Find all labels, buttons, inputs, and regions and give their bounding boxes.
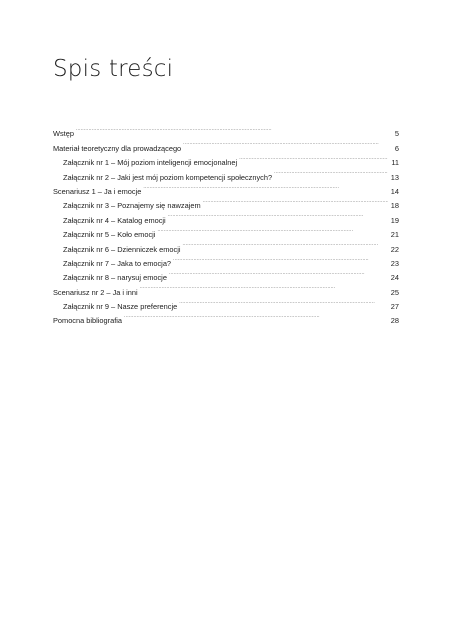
toc-leader-dots (169, 266, 388, 280)
toc-entry-label: Wstęp (53, 129, 74, 139)
toc-page-number: 11 (391, 158, 399, 168)
toc-leader-dots (179, 295, 388, 309)
toc-leader-dots (203, 194, 388, 208)
toc-leader-dots (76, 122, 390, 136)
toc-entry[interactable] (53, 136, 399, 153)
toc-page-number: 21 (390, 230, 399, 240)
toc-leader-dots (168, 208, 388, 222)
toc-page-number: 5 (394, 129, 399, 139)
table-of-contents (53, 122, 399, 326)
toc-leader-dots (274, 165, 388, 179)
toc-leader-dots (140, 280, 388, 294)
toc-page-number: 13 (390, 172, 399, 182)
toc-page-number: 24 (390, 273, 399, 283)
toc-page-number: 25 (390, 287, 399, 297)
toc-entry-label: Załącznik nr 7 – Jaka to emocja? (63, 258, 172, 268)
toc-entry-label: Scenariusz 1 – Ja i emocje (53, 186, 142, 196)
toc-entry[interactable] (53, 122, 399, 139)
toc-page-number: 22 (390, 244, 399, 254)
page-title: Spis treści (53, 56, 174, 82)
toc-leader-dots (183, 136, 390, 150)
toc-page-number: 19 (390, 215, 399, 225)
toc-entry-label: Pomocna bibliografia (53, 316, 123, 326)
toc-leader-dots (182, 237, 387, 251)
toc-leader-dots (124, 309, 388, 323)
toc-page-number: 14 (390, 186, 399, 196)
toc-entry-label: Załącznik nr 5 – Koło emocji (63, 230, 156, 240)
toc-page-number: 27 (390, 302, 399, 312)
toc-entry-label: Materiał teoretyczny dla prowadzącego (53, 143, 182, 153)
toc-entry-label: Załącznik nr 2 – Jaki jest mój poziom kompetencji społecznych? (63, 172, 273, 182)
toc-leader-dots (173, 252, 388, 266)
toc-page-number: 18 (390, 201, 399, 211)
toc-entry-label: Załącznik nr 3 – Poznajemy się nawzajem (63, 201, 201, 211)
toc-page-number: 28 (390, 316, 399, 326)
toc-leader-dots (143, 180, 387, 194)
toc-entry-label: Scenariusz nr 2 – Ja i inni (53, 287, 138, 297)
toc-page-number: 6 (394, 143, 399, 153)
toc-entry-label: Załącznik nr 1 – Mój poziom inteligencji emocjonalnej (63, 158, 238, 168)
toc-leader-dots (157, 223, 387, 237)
toc-page-number: 23 (390, 258, 399, 268)
toc-entry-label: Załącznik nr 8 – narysuj emocje (63, 273, 167, 283)
toc-entry-label: Załącznik nr 4 – Katalog emocji (63, 215, 166, 225)
toc-leader-dots (239, 151, 388, 165)
toc-entry-label: Załącznik nr 6 – Dzienniczek emocji (63, 244, 181, 254)
toc-entry-label: Załącznik nr 9 – Nasze preferencje (63, 302, 178, 312)
